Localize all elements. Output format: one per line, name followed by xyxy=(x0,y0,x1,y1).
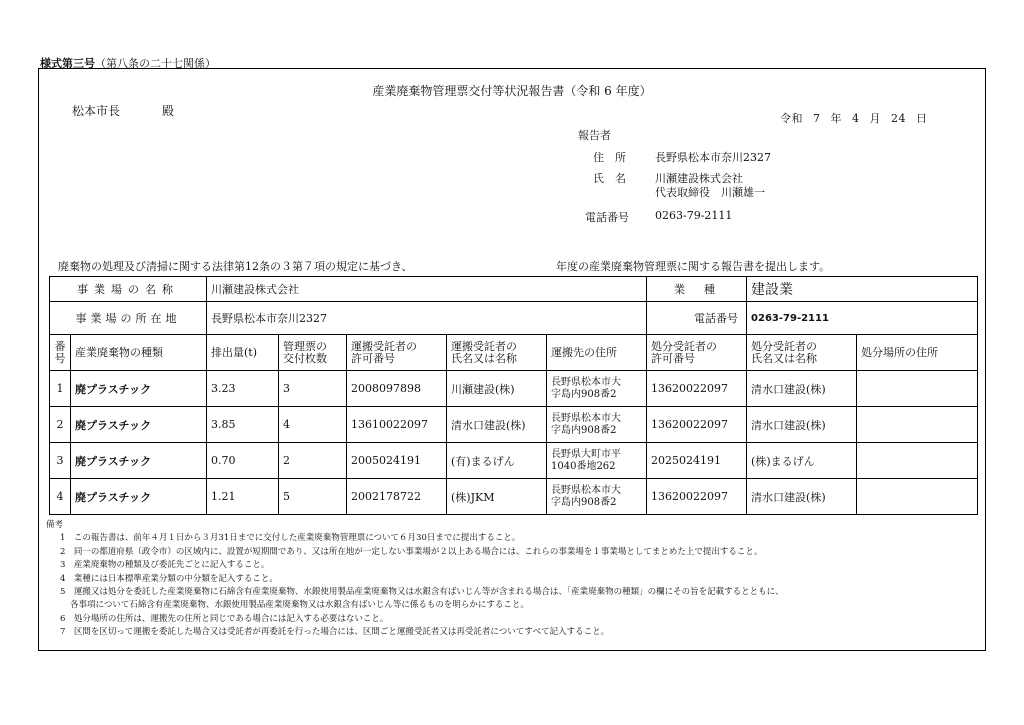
col-disposal-permit: 処分受託者の 許可番号 xyxy=(647,335,747,371)
note-item: 2 同一の都道府県（政令市）の区域内に、設置が短期間であり、又は所在地が一定しない事業場が２以上ある場合には、これらの事業場を１事業場としてまとめた上で提出すること。 xyxy=(60,546,763,557)
intro-right: 年度の産業廃棄物管理票に関する報告書を提出します。 xyxy=(556,260,831,273)
table-row: 2 廃プラスチック 3.85 4 13610022097 清水口建設(株) 長野県松本市大 字島内908番2 13620022097 清水口建設(株) xyxy=(50,407,978,443)
col-amount: 排出量(t) xyxy=(207,335,279,371)
note-item: 各事項について石綿含有産業廃棄物、水銀使用製品産業廃棄物又は水銀含有ばいじん等に係るものを明らかにすること。 xyxy=(70,600,529,611)
site-name-row xyxy=(50,277,978,302)
industry-label: 業 種 xyxy=(647,277,747,302)
column-header-row xyxy=(50,335,978,371)
reporter-address: 長野県松本市奈川2327 xyxy=(655,151,771,164)
addressee xyxy=(72,102,174,119)
note-item: 4 業種には日本標準産業分類の中分類を記入すること。 xyxy=(60,573,278,584)
reporter-representative: 代表取締役 川瀬雄一 xyxy=(655,186,765,199)
report-title: 産業廃棄物管理票交付等状況報告書（令和 6 年度） xyxy=(372,84,652,98)
industry-value: 建設業 xyxy=(747,277,978,302)
addressee-name: 松本市長 xyxy=(72,104,121,118)
intro-left: 廃棄物の処理及び清掃に関する法律第12条の３第７項の規定に基づき、 xyxy=(58,260,413,273)
waste-report-table xyxy=(49,276,978,515)
reporter-tel: 0263-79-2111 xyxy=(655,209,733,222)
note-item: 6 処分場所の住所は、運搬先の住所と同じである場合には記入する必要はないこと。 xyxy=(60,613,389,624)
note-item: 3 産業廃棄物の種類及び委託先ごとに記入すること。 xyxy=(60,560,270,571)
reporter-tel-label: 電話番号 xyxy=(585,211,629,224)
reporter-company: 川瀬建設株式会社 xyxy=(655,172,743,185)
form-code: 様式第三号（第八条の二十七関係） xyxy=(40,57,216,70)
reporter-heading: 報告者 xyxy=(578,129,611,142)
note-item: 5 運搬又は処分を委託した産業廃棄物に石綿含有産業廃棄物、水銀使用製品産業廃棄物又は水銀含有ばいじん等が含まれる場合は、「産業廃棄物の種類」の欄にその旨を記載するとともに、 xyxy=(60,587,784,598)
site-name: 川瀬建設株式会社 xyxy=(207,277,647,302)
notes-heading: 備考 xyxy=(46,520,64,530)
col-disposal-name: 処分受託者の 氏名又は名称 xyxy=(747,335,857,371)
notes xyxy=(46,519,784,640)
col-kind: 産業廃棄物の種類 xyxy=(71,335,207,371)
site-location-label: 事業場の所在地 xyxy=(50,302,207,335)
table-row: 4 廃プラスチック 1.21 5 2002178722 (株)JKM 長野県松本市大 字島内908番2 13620022097 清水口建設(株) xyxy=(50,479,978,515)
col-transport-name: 運搬受託者の 氏名又は名称 xyxy=(447,335,547,371)
col-transport-permit: 運搬受託者の 許可番号 xyxy=(347,335,447,371)
site-tel-label: 電話番号 xyxy=(647,302,747,335)
addressee-honorific: 殿 xyxy=(162,104,175,118)
col-no: 番号 xyxy=(50,335,71,371)
table-row: 3 廃プラスチック 0.70 2 2005024191 (有)まるげん 長野県大町市平 1040番地262 2025024191 (株)まるげん xyxy=(50,443,978,479)
table-row: 1 廃プラスチック 3.23 3 2008097898 川瀬建設(株) 長野県松本市大 字島内908番2 13620022097 清水口建設(株) xyxy=(50,371,978,407)
site-name-label: 事業場の名称 xyxy=(50,277,207,302)
reporter-name-label: 氏 名 xyxy=(593,172,626,185)
site-tel: 0263-79-2111 xyxy=(747,302,978,335)
site-location: 長野県松本市奈川2327 xyxy=(207,302,647,335)
note-item: 7 区間を区切って運搬を委託した場合又は受託者が再委託を行った場合には、区間ごと運搬受託者又は再受託者についてすべて記入すること。 xyxy=(60,627,610,638)
col-manifests: 管理票の 交付枚数 xyxy=(279,335,347,371)
note-item: 1 この報告書は、前年４月１日から３月31日までに交付した産業廃棄物管理票について６月30日までに提出すること。 xyxy=(60,533,521,544)
col-destination: 運搬先の住所 xyxy=(547,335,647,371)
reporter-address-label: 住 所 xyxy=(593,151,626,164)
col-disposal-site: 処分場所の住所 xyxy=(857,335,978,371)
report-date: 令和 7 年 4 月 24 日 xyxy=(780,112,928,125)
site-location-row xyxy=(50,302,978,335)
